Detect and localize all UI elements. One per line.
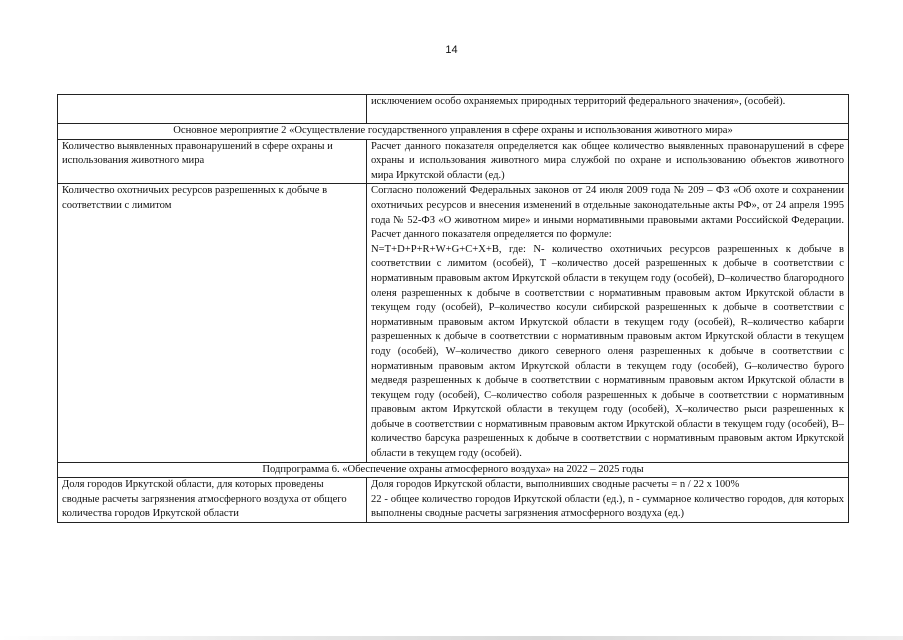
air-formula-line: Доля городов Иркутской области, выполнивших сводные расчеты = n / 22 х 100% bbox=[371, 479, 740, 491]
indicator-name-air-calculations: Доля городов Иркутской области, для которых проведены сводные расчеты загрязнения атмосферного воздуха от общего количества городов Иркутской области bbox=[58, 478, 367, 523]
section-header-row bbox=[58, 124, 849, 140]
scan-edge-artifact bbox=[0, 636, 903, 640]
indicator-method-hunting-resources bbox=[367, 184, 849, 462]
air-formula-note: 22 - общее количество городов Иркутской области (ед.), n - суммарное количество городов, для которых выполнены сводные расчеты загрязнения атмосферного воздуха (ед.) bbox=[371, 493, 844, 520]
table-row-hunting-resources bbox=[58, 184, 849, 462]
method-intro-paragraph: Согласно положений Федеральных законов от 24 июля 2009 года № 209 – ФЗ «Об охоте и сохранении охотничьих ресурсов и внесения изменений в отдельные законодательные акты РФ», от 24 апреля 1995 года № 52-ФЗ «О животном мире» и иными нормативными правовыми актами Российской Федерации. Расчет данного показателя определяется по формуле: bbox=[371, 185, 844, 241]
indicator-method-violations: Расчет данного показателя определяется как общее количество выявленных правонарушений в сфере охраны и использования животного мира службой по охране и использованию объектов животного мира Иркутской области (ед.) bbox=[367, 139, 849, 184]
indicator-name-violations: Количество выявленных правонарушений в сфере охраны и использования животного мира bbox=[58, 139, 367, 184]
method-formula-paragraph: N=T+D+P+R+W+G+C+X+B, где: N- количество охотничьих ресурсов разрешенных к добыче в соответствии с лимитом (особей), T –количество досей разрешенных к добыче в соответствии с нормативным правовым актом Иркутской области в текущем году (особей), D–количество благородного оленя разрешенных к добыче в соответствии с нормативным правовым актом Иркутской области в текущем году (особей), P–количество косули сибирской разрешенных к добыче в соответствии с нормативным правовым актом Иркутской области в текущем году (особей), R–количество кабарги разрешенных к добыче в соответствии с нормативным правовым актом Иркутской области в текущем году (особей), W–количество дикого северного оленя разрешенных к добыче в соответствии с нормативным правовым актом Иркутской области в текущем году (особей), G–количество бурого медведя разрешенных к добыче в соответствии с нормативным правовым актом Иркутской области в текущем году (особей), C–количество соболя разрешенных к добыче в соответствии с нормативным правовым актом Иркутской области в текущем году (особей), X–количество рыси разрешенных к добыче в соответствии с нормативным правовым актом Иркутской области в текущем году (особей), B–количество барсука разрешенных к добыче в соответствии с нормативным правовым актом Иркутской области в текущем году (особей). bbox=[371, 243, 844, 460]
section-header-subprogram-6: Подпрограмма 6. «Обеспечение охраны атмосферного воздуха» на 2022 – 2025 годы bbox=[58, 462, 849, 478]
indicator-table bbox=[57, 94, 849, 523]
page-number: 14 bbox=[445, 44, 458, 56]
indicator-method-air-calculations bbox=[367, 478, 849, 523]
section-header-main-activity-2: Основное мероприятие 2 «Осуществление государственного управления в сфере охраны и использования животного мира» bbox=[58, 124, 849, 140]
table-row-violations bbox=[58, 139, 849, 184]
table-row-air-calculations bbox=[58, 478, 849, 523]
table-cell-continuation-text: исключением особо охраняемых природных территорий федерального значения», (особей). bbox=[367, 95, 849, 124]
table-row-continuation bbox=[58, 95, 849, 124]
table-cell-empty bbox=[58, 95, 367, 124]
indicator-name-hunting-resources: Количество охотничьих ресурсов разрешенных к добыче в соответствии с лимитом bbox=[58, 184, 367, 462]
section-header-row bbox=[58, 462, 849, 478]
